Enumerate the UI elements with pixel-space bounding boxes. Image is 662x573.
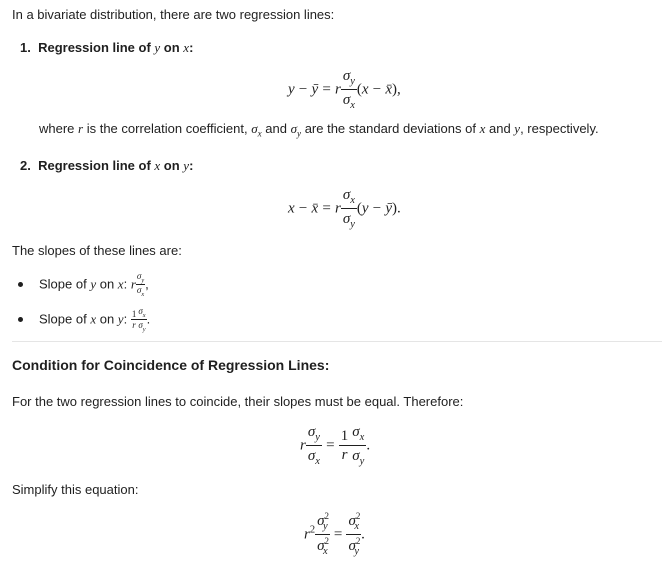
- condition-text: For the two regression lines to coincide, their slopes must be equal. Therefore:: [12, 394, 464, 409]
- slopes-intro: The slopes of these lines are:: [12, 243, 182, 258]
- bullet-dot: [18, 282, 23, 287]
- equation-simplified: $r^2$ $\frac{\sigma^2_y}{\sigma^2_x}$ = $\frac{\sigma^2_x}{\sigma^2_y}$ .: [304, 511, 365, 557]
- bullet-dot: [18, 317, 23, 322]
- simplify-text: Simplify this equation:: [12, 482, 139, 497]
- where-text: where r is the correlation coefficient, $\sigma_x$ and $\sigma_y$ are the standard deviations of x and y, respectively.: [39, 121, 599, 139]
- list-number: 2.: [20, 158, 31, 173]
- equation-x-on-y: x − x̄ = r $\frac{\sigma_x}{\sigma_y}$ (y − ȳ).: [288, 187, 401, 230]
- list-item-1-heading: 1. Regression line of y on x:: [20, 40, 194, 55]
- section-heading: Condition for Coincidence of Regression Lines:: [12, 357, 330, 373]
- list-number: 1.: [20, 40, 31, 55]
- equation-slopes-equal: r $\frac{\sigma_y}{\sigma_x}$ = $\frac{1}{r}$ $\frac{\sigma_x}{\sigma_y}$ .: [300, 424, 371, 467]
- section-divider: [12, 341, 662, 342]
- intro-text: In a bivariate distribution, there are two regression lines:: [12, 7, 335, 22]
- slope-x-on-y: Slope of x on y: $\frac{1}{r}$ $\frac{\sigma_x}{\sigma_y}$ .: [39, 306, 151, 333]
- equation-y-on-x: y − ȳ = r $\frac{\sigma_y}{\sigma_x}$ (x − x̄),: [288, 68, 401, 111]
- list-item-2-heading: 2. Regression line of x on y:: [20, 158, 194, 173]
- slope-y-on-x: Slope of y on x: r $\frac{\sigma_y}{\sigma_x}$ ,: [39, 271, 149, 298]
